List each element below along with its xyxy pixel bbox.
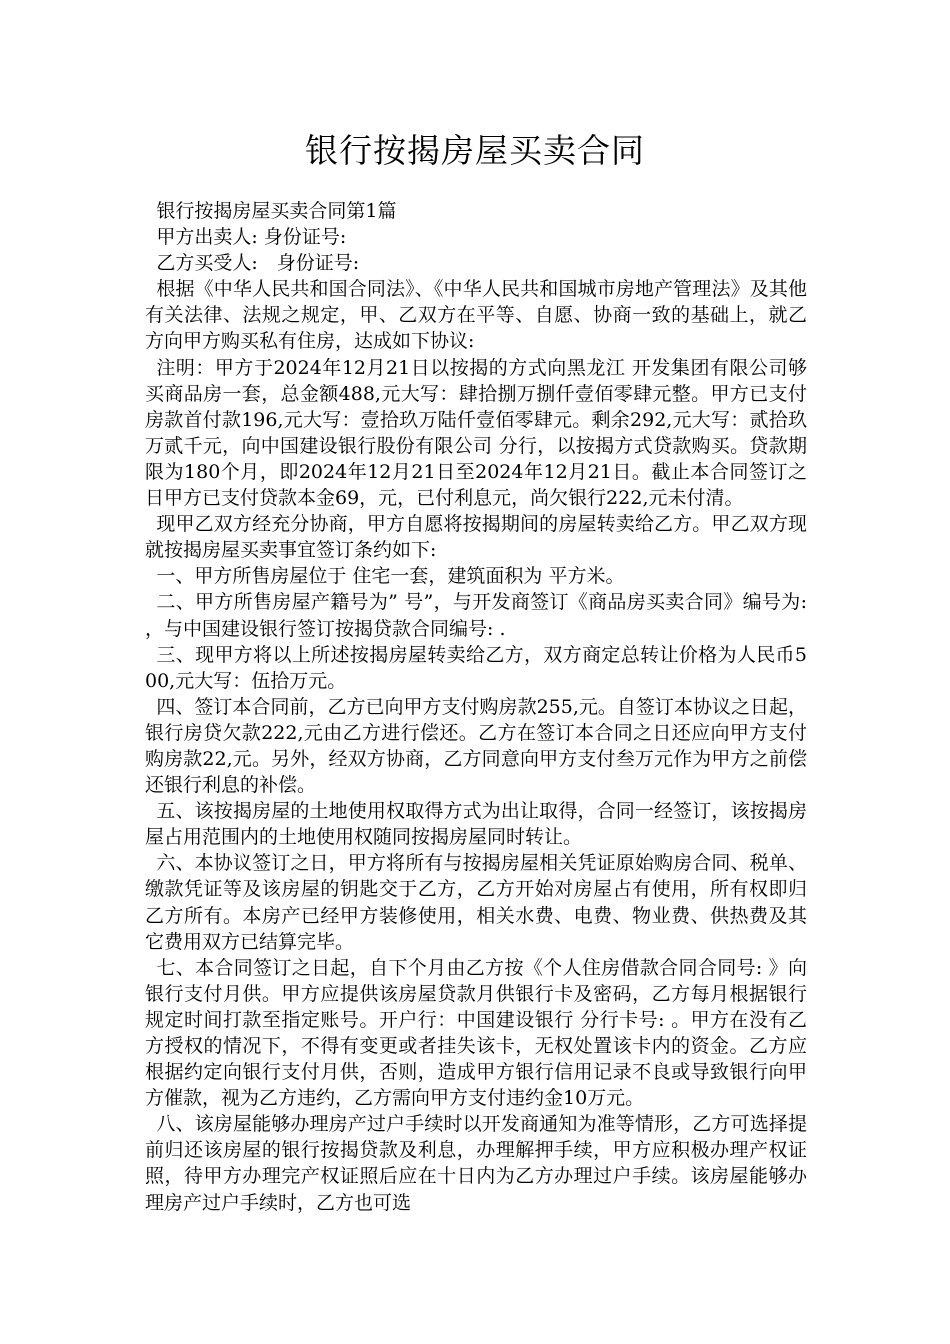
- paragraph-note: 注明：甲方于2024年12月21日以按揭的方式向黑龙江 开发集团有限公司够买商品房一套，总金额488,元大写：肆拾捌万捌仟壹佰零肆元整。甲方已支付房款首付款196,元大写：壹拾玖万陆仟壹佰零肆元。剩余292,元大写：贰拾玖万贰千元，向中国建设银行股份有限公司 分行，以按揭方式贷款购买。贷款期限为180个月，即2024年12月21日至2024年12月21日。截止本合同签订之日甲方已支付贷款本金69，元，已付利息元，尚欠银行222,元未付清。: [145, 356, 807, 510]
- document-title: 银行按揭房屋买卖合同: [305, 131, 645, 170]
- paragraph-seller: 甲方出卖人: 身份证号:: [156, 226, 347, 249]
- paragraph-clause-6: 六、本协议签订之日，甲方将所有与按揭房屋相关凭证原始购房合同、税单、缴款凭证等及该房屋的钥匙交于乙方，乙方开始对房屋占有使用，所有权即归乙方所有。本房产已经甲方装修使用，相关水费、电费、物业费、供热费及其它费用双方已结算完毕。: [145, 852, 807, 953]
- paragraph-clause-7: 七、本合同签订之日起，自下个月由乙方按《个人住房借款合同合同号: 》向银行支付月供。甲方应提供该房屋贷款月供银行卡及密码，乙方每月根据银行规定时间打款至指定账号。开户行：中国建设银行 分行卡号: 。甲方在没有乙方授权的情况下，不得有变更或者挂失该卡，无权处置该卡内的资金。乙方应根据约定向银行支付月供，否则，造成甲方银行信用记录不良或导致银行向甲方催款，视为乙方违约，乙方需向甲方支付违约金10万元。: [145, 956, 807, 1110]
- paragraph-buyer: 乙方买受人: 身份证号:: [156, 252, 360, 275]
- paragraph-clause-8: 八、该房屋能够办理房产过户手续时以开发商通知为准等情形，乙方可选择提前归还该房屋的银行按揭贷款及利息，办理解押手续，甲方应积极办理产权证照，待甲方办理完产权证照后应在十日内为乙方办理过户手续。该房屋能够办理房产过户手续时，乙方也可选: [145, 1113, 807, 1214]
- paragraph-clause-2: 二、甲方所售房屋产籍号为” 号”，与开发商签订《商品房买卖合同》编号为: ，与中国建设银行签订按揭贷款合同编号: .: [145, 591, 814, 640]
- paragraph-clause-4: 四、签订本合同前，乙方已向甲方支付购房款255,元。自签订本协议之日起，银行房贷欠款222,元由乙方进行偿还。乙方在签订本合同之日还应向甲方支付购房款22,元。另外，经双方协商，乙方同意向甲方支付叁万元作为甲方之前偿还银行利息的补偿。: [145, 695, 807, 797]
- document-body: [145, 198, 814, 1216]
- paragraph-clause-3: 三、现甲方将以上所述按揭房屋转卖给乙方，双方商定总转让价格为人民币500,元大写：伍拾万元。: [145, 643, 807, 692]
- paragraph-agreement: 现甲乙双方经充分协商，甲方自愿将按揭期间的房屋转卖给乙方。甲乙双方现就按揭房屋买卖事宜签订条约如下:: [145, 513, 807, 562]
- paragraph-clause-1: 一、甲方所售房屋位于 住宅一套，建筑面积为 平方米。: [156, 565, 625, 588]
- paragraph-basis: 根据《中华人民共和国合同法》、《中华人民共和国城市房地产管理法》及其他有关法律、法规之规定，甲、乙双方在平等、自愿、协商一致的基础上，就乙方向甲方购买私有住房，达成如下协议:: [145, 278, 807, 353]
- paragraph-clause-5: 五、该按揭房屋的土地使用权取得方式为出让取得，合同一经签订，该按揭房屋占用范围内的土地使用权随同按揭房屋同时转让。: [145, 800, 807, 849]
- paragraph-heading: 银行按揭房屋买卖合同第1篇: [156, 200, 397, 222]
